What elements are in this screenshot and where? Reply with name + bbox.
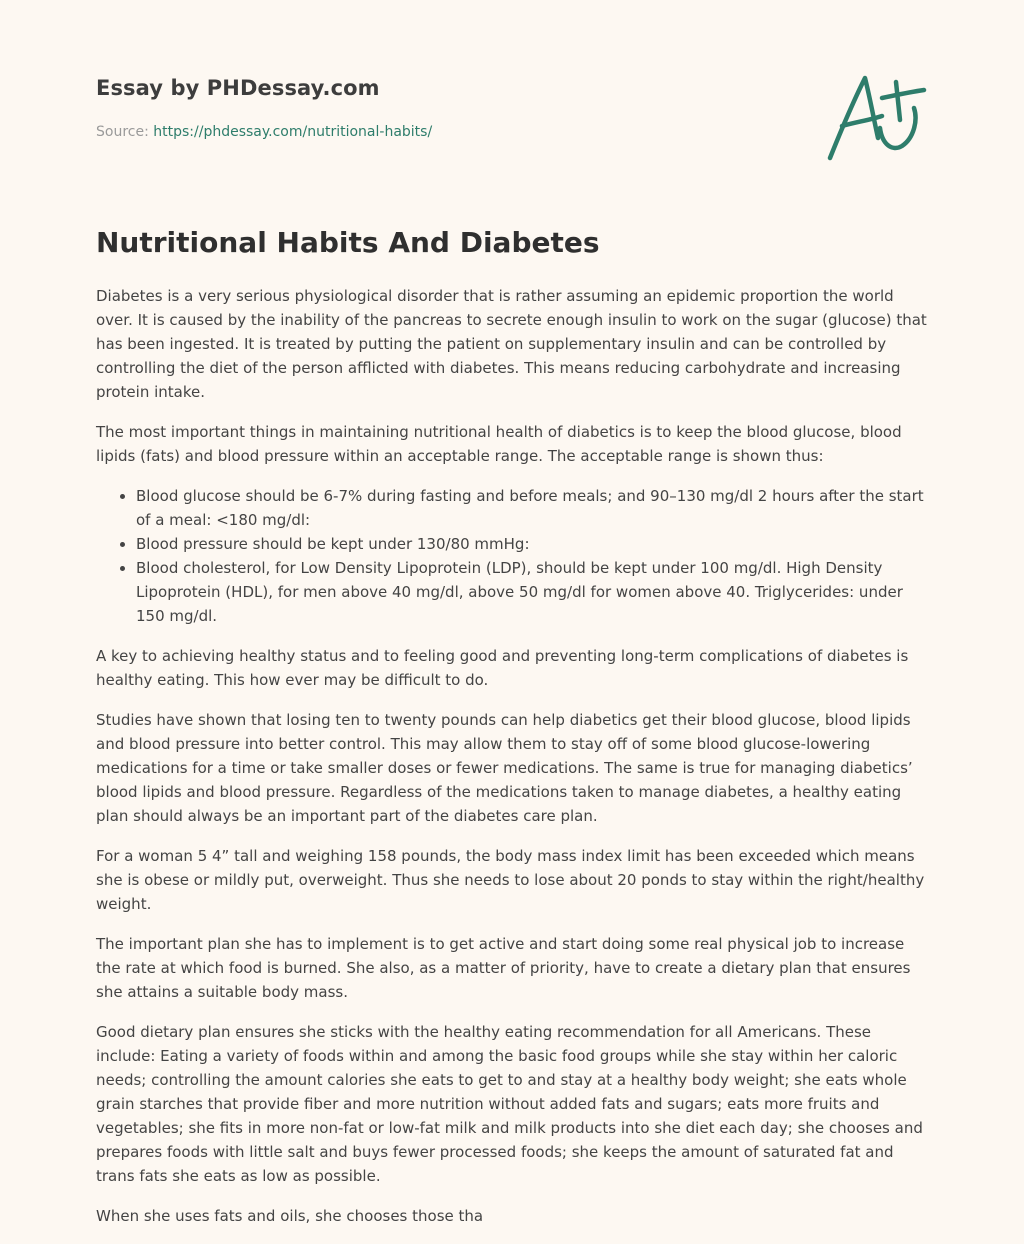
paragraph: Diabetes is a very serious physiological disorder that is rather assuming an epidemic proportion the world over. It is caused by the inability of the pancreas to secrete enough insulin to work on the sugar (glucose) that has been ingested. It is treated by putting the patient on supplementary insulin and can be controlled by controlling the diet of the person afflicted with diabetes. This means reducing carbohydrate and increasing protein intake.: [96, 287, 927, 401]
essay-body: [96, 284, 932, 1244]
source-label: Source:: [96, 124, 154, 140]
paragraph: Studies have shown that losing ten to twenty pounds can help diabetics get their blood glucose, blood lipids and blood pressure into better control. This may allow them to stay off of some blood glucose-lowering medications for a time or take smaller doses or fewer medications. The same is true for managing diabetics’ blood lipids and blood pressure. Regardless of the medications taken to manage diabetes, a healthy eating plan should always be an important part of the diabetes care plan.: [96, 711, 913, 825]
paragraph: The important plan she has to implement is to get active and start doing some real physical job to increase the rate at which food is burned. She also, as a matter of priority, have to create a dietary plan that ensures she attains a suitable body mass.: [96, 935, 911, 1001]
list-item: • Blood cholesterol, for Low Density Lipoprotein (LDP), should be kept under 100 mg/dl. High Density Lipoprotein (HDL), for men above 40 mg/dl, above 50 mg/dl for women above 40. Triglycerides: under 150 mg/dl.: [136, 556, 932, 628]
paragraph: Good dietary plan ensures she sticks with the healthy eating recommendation for all Americans. These include: Eating a variety of foods within and among the basic food groups while she stay within her caloric needs; controlling the amount calories she eats to get to and stay at a healthy body weight; she eats whole grain starches that provide fiber and more nutrition without added fats and sugars; eats more fruits and vegetables; she fits in more non-fat or low-fat milk and milk products into she diet each day; she chooses and prepares foods with little salt and buys fewer processed foods; she keeps the amount of saturated fat and trans fats she eats as low as possible.: [96, 1023, 923, 1185]
paragraph: For a woman 5 4” tall and weighing 158 pounds, the body mass index limit has been exceeded which means she is obese or mildly put, overweight. Thus she needs to lose about 20 ponds to stay within the right/healthy weight.: [96, 847, 925, 913]
source-link[interactable]: https://phdessay.com/nutritional-habits/: [153, 124, 433, 140]
site-brand: Essay by PHDessay.com: [96, 76, 380, 100]
paragraph: The most important things in maintaining nutritional health of diabetics is to keep the blood glucose, blood lipids (fats) and blood pressure within an acceptable range. The acceptable range is shown thus:: [96, 423, 902, 465]
source-line: [96, 124, 432, 140]
list-item: • Blood pressure should be kept under 130/80 mmHg:: [136, 532, 932, 556]
paragraph: A key to achieving healthy status and to feeling good and preventing long-term complications of diabetes is healthy eating. This how ever may be difficult to do.: [96, 647, 909, 689]
list-item: • Blood glucose should be 6-7% during fasting and before meals; and 90–130 mg/dl 2 hours after the start of a meal: <180 mg/dl:: [136, 484, 932, 532]
essay-title: Nutritional Habits And Diabetes: [96, 226, 600, 259]
paragraph-truncated: When she uses fats and oils, she chooses those tha: [96, 1207, 484, 1225]
acceptable-range-list: [96, 484, 932, 628]
a-plus-logo: [820, 68, 930, 168]
